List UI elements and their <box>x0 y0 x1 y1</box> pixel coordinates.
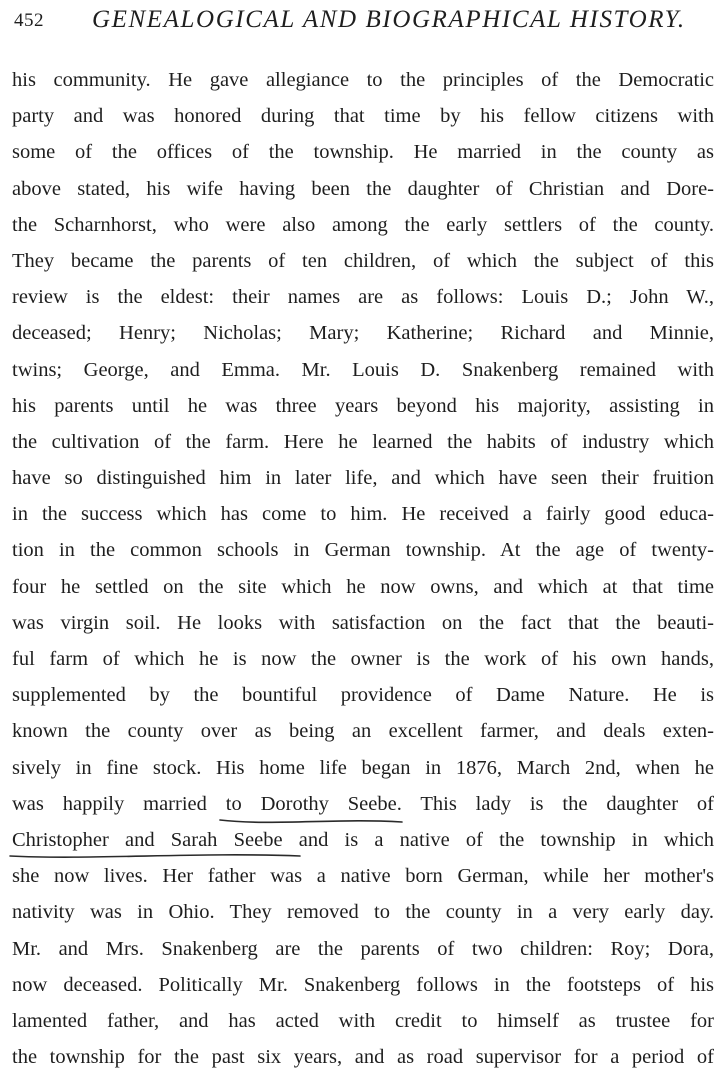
text-line: she now lives. Her father was a native born German, while her mother's <box>12 865 714 888</box>
text-line: sively in fine stock. His home life began in 1876, March 2nd, when he <box>12 756 714 779</box>
text-line: ful farm of which he is now the owner is the work of his own hands, <box>12 648 714 670</box>
text-line: Christopher and Sarah Seebe and is a native of the township in which <box>12 828 714 851</box>
page-header <box>14 6 714 38</box>
text-line: Mr. and Mrs. Snakenberg are the parents of two children: Roy; Dora, <box>12 937 714 960</box>
text-line: the cultivation of the farm. Here he learned the habits of industry which <box>12 430 714 453</box>
text-line: lamented father, and has acted with credit to himself as trustee for <box>12 1009 714 1032</box>
text-line: nativity was in Ohio. They removed to the county in a very early day. <box>12 901 714 924</box>
text-line: review is the eldest: their names are as follows: Louis D.; John W., <box>12 286 714 309</box>
running-head: GENEALOGICAL AND BIOGRAPHICAL HISTORY. <box>92 6 686 33</box>
text-line: tion in the common schools in German township. At the age of twenty- <box>12 539 714 562</box>
text-line: party and was honored during that time by his fellow citizens with <box>12 105 714 128</box>
text-line: above stated, his wife having been the daughter of Christian and Dore- <box>12 177 714 200</box>
text-line: the township for the past six years, and as road supervisor for a period of <box>12 1046 714 1069</box>
text-line: four he settled on the site which he now owns, and which at that time <box>12 575 714 598</box>
text-line: some of the offices of the township. He married in the county as <box>12 141 714 164</box>
text-line: his community. He gave allegiance to the principles of the Democratic <box>12 69 714 91</box>
page-number: 452 <box>14 10 44 31</box>
text-line: twins; George, and Emma. Mr. Louis D. Snakenberg remained with <box>12 358 714 381</box>
text-line: now deceased. Politically Mr. Snakenberg follows in the footsteps of his <box>12 973 714 996</box>
text-line: They became the parents of ten children, of which the subject of this <box>12 249 714 272</box>
text-line: his parents until he was three years beyond his majority, assisting in <box>12 394 714 417</box>
text-line: the Scharnhorst, who were also among the early settlers of the county. <box>12 213 714 236</box>
text-line: have so distinguished him in later life, and which have seen their fruition <box>12 467 714 490</box>
text-line: known the county over as being an excellent farmer, and deals exten- <box>12 720 714 743</box>
text-line: supplemented by the bountiful providence of Dame Nature. He is <box>12 684 714 707</box>
text-line: was virgin soil. He looks with satisfaction on the fact that the beauti- <box>12 611 714 634</box>
text-line: was happily married to Dorothy Seebe. This lady is the daughter of <box>12 792 714 815</box>
text-line: in the success which has come to him. He received a fairly good educa- <box>12 503 714 526</box>
text-line: deceased; Henry; Nicholas; Mary; Katherine; Richard and Minnie, <box>12 322 714 345</box>
body-text <box>12 62 714 1075</box>
